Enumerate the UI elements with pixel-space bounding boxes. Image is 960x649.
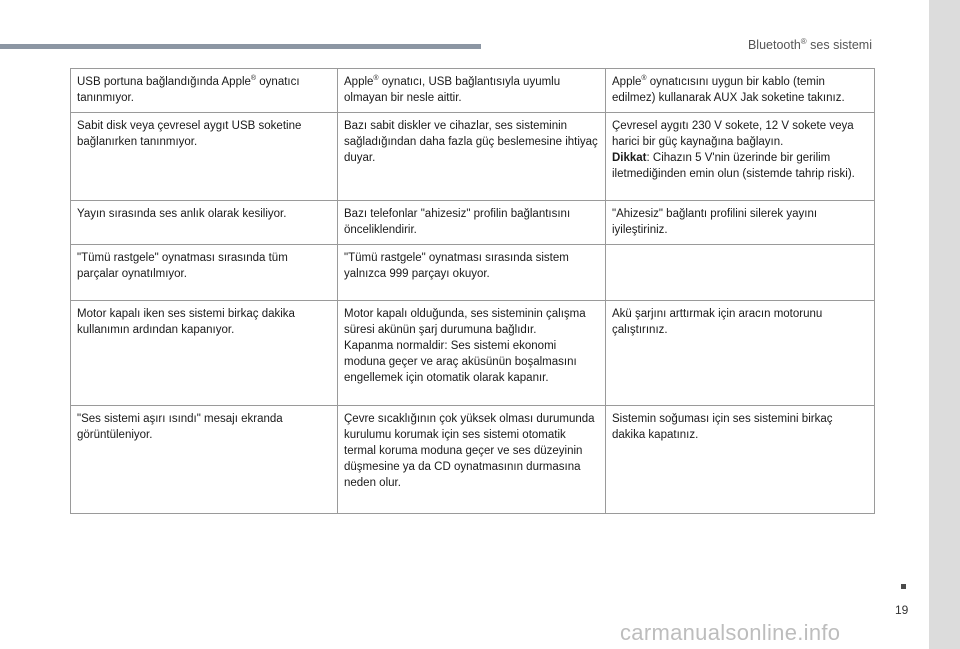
cause-cell: Bazı telefonlar "ahizesiz" profilin bağlantısını önceliklendirir. (338, 201, 606, 245)
table-row (71, 201, 875, 245)
cause-cell: Apple® oynatıcı, USB bağlantısıyla uyumlu olmayan bir nesle aittir. (338, 69, 606, 113)
solution-cell (606, 245, 875, 301)
solution-cell: Sistemin soğuması için ses sistemini birkaç dakika kapatınız. (606, 406, 875, 514)
table-row (71, 69, 875, 113)
cause-cell: Bazı sabit diskler ve cihazlar, ses sisteminin sağladığından daha fazla güç beslemesine ihtiyaç duyar. (338, 113, 606, 201)
section-title: Bluetooth® ses sistemi (747, 37, 872, 53)
problem-cell: "Ses sistemi aşırı ısındı" mesajı ekranda görüntüleniyor. (71, 406, 338, 514)
problem-cell: USB portuna bağlandığında Apple® oynatıcı tanınmıyor. (71, 69, 338, 113)
solution-cell: Apple® oynatıcısını uygun bir kablo (temin edilmez) kullanarak AUX Jak soketine takınız. (606, 69, 875, 113)
cause-cell: Çevre sıcaklığının çok yüksek olması durumunda kurulumu korumak için ses sistemi otomatik termal koruma moduna geçer ve ses düzeyinin düşmesine ya da CD oynatmasının durmasına neden olur. (338, 406, 606, 514)
problem-cell: Motor kapalı iken ses sistemi birkaç dakika kullanımın ardından kapanıyor. (71, 301, 338, 406)
page-sidebar (929, 0, 960, 649)
troubleshooting-table (70, 68, 875, 514)
table-row (71, 301, 875, 406)
cause-cell: Motor kapalı olduğunda, ses sisteminin çalışma süresi akünün şarj durumuna bağlıdır. Kapanma normaldir: Ses sistemi ekonomi moduna geçer ve araç aküsünün boşalmasını engellemek için otomatik olarak kapanır. (338, 301, 606, 406)
solution-cell: Çevresel aygıtı 230 V sokete, 12 V sokete veya harici bir güç kaynağına bağlayın. Dikkat: Cihazın 5 V'nin üzerinde bir gerilim iletmediğinden emin olun (sistemde tahrip riski). (606, 113, 875, 201)
table-row (71, 245, 875, 301)
solution-cell: "Ahizesiz" bağlantı profilini silerek yayını iyileştiriniz. (606, 201, 875, 245)
problem-cell: "Tümü rastgele" oynatması sırasında tüm parçalar oynatılmıyor. (71, 245, 338, 301)
problem-cell: Yayın sırasında ses anlık olarak kesiliyor. (71, 201, 338, 245)
watermark: carmanualsonline.info (620, 620, 841, 645)
problem-cell: Sabit disk veya çevresel aygıt USB soketine bağlanırken tanınmıyor. (71, 113, 338, 201)
solution-cell: Akü şarjını arttırmak için aracın motorunu çalıştırınız. (606, 301, 875, 406)
header-rule (0, 44, 481, 49)
table-row (71, 113, 875, 201)
cause-cell: "Tümü rastgele" oynatması sırasında sistem yalnızca 999 parçayı okuyor. (338, 245, 606, 301)
page-number: 19 (895, 603, 909, 617)
table-row (71, 406, 875, 514)
chapter-marker-icon (901, 584, 906, 589)
